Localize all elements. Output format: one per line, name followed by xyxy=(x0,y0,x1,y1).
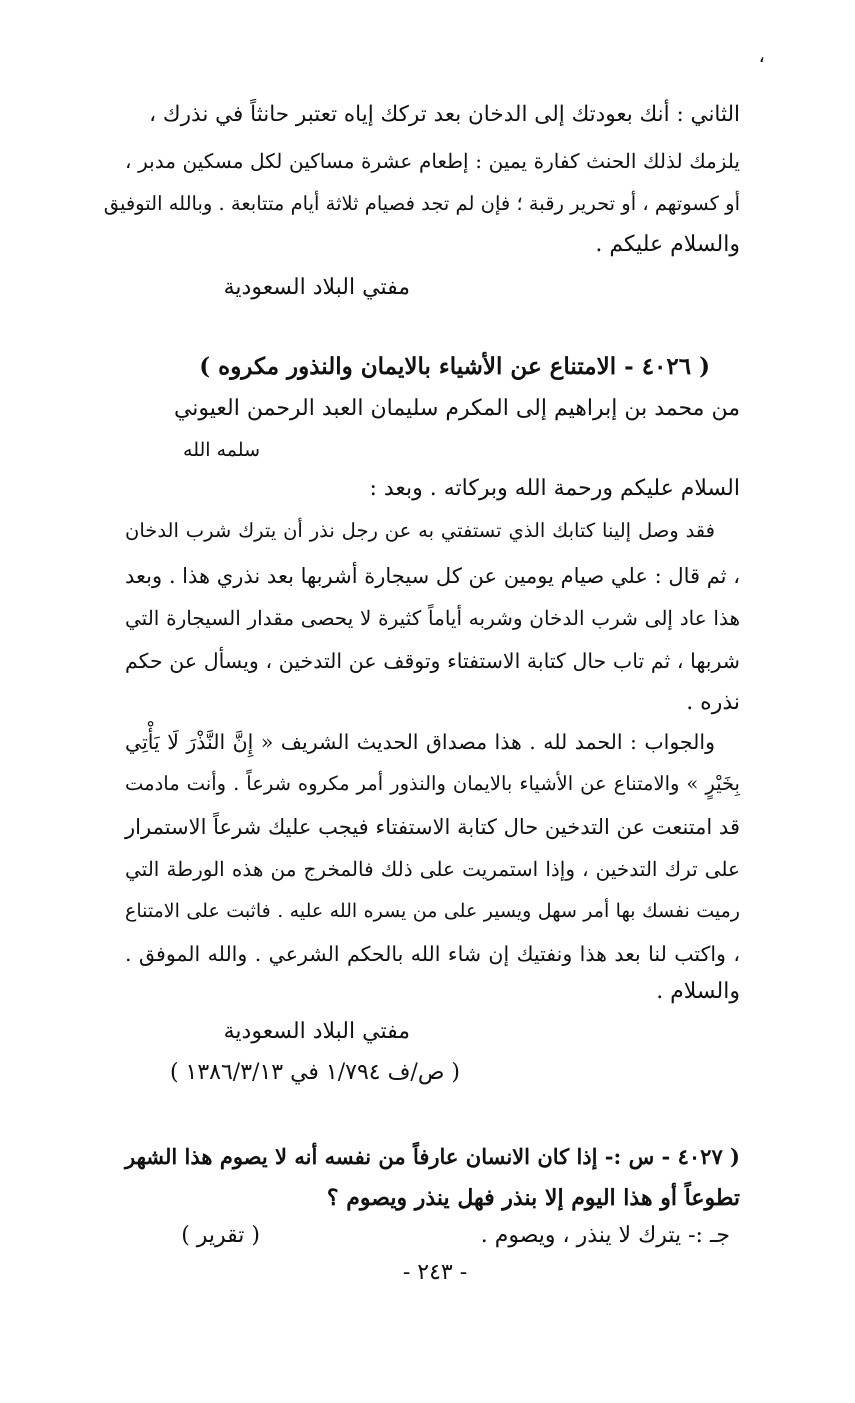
signature: مفتي البلاد السعودية xyxy=(223,275,410,300)
body-line: الثاني : أنك بعودتك إلى الدخان بعد تركك إياه تعتبر حانثاً في نذرك ، xyxy=(149,102,740,127)
body-line: يلزمك لذلك الحنث كفارة يمين : إطعام عشرة مساكين لكل مسكين مدبر ، xyxy=(125,149,740,173)
body-line: والسلام عليكم . xyxy=(595,232,740,257)
body-line: أو كسوتهم ، أو تحرير رقبة ؛ فإن لم تجد فصيام ثلاثة أيام متتابعة . وبالله التوفيق xyxy=(103,192,740,215)
body-line: على ترك التدخين ، وإذا استمريت على ذلك فالمخرج من هذه الورطة التي xyxy=(125,857,740,881)
greeting: السلام عليكم ورحمة الله وبركاته . وبعد : xyxy=(369,476,740,501)
body-line: والجواب : الحمد لله . هذا مصداق الحديث الشريف « إِنَّ النَّذْرَ لَا يَأْتِي xyxy=(125,730,715,754)
question-line: تطوعاً أو هذا اليوم إلا بنذر فهل ينذر ويصوم ؟ xyxy=(326,1185,740,1211)
body-line: قد امتنعت عن التدخين حال كتابة الاستفتاء فيجب عليك شرعاً الاستمرار xyxy=(125,815,740,839)
body-line: ، ثم قال : علي صيام يومين عن كل سيجارة أشربها بعد نذري هذا . وبعد xyxy=(125,564,740,588)
source-note: ( تقرير ) xyxy=(181,1223,260,1248)
from-line: من محمد بن إبراهيم إلى المكرم سليمان العبد الرحمن العيوني xyxy=(173,396,740,421)
body-line: نذره . xyxy=(686,690,740,715)
body-line: بِخَيْرٍ » والامتناع عن الأشياء بالايمان والنذور أمر مكروه شرعاً . وأنت مادمت xyxy=(125,772,740,795)
body-line: شربها ، ثم تاب حال كتابة الاستفتاء وتوقف عن التدخين ، ويسأل عن حكم xyxy=(125,649,740,673)
body-line: والسلام . xyxy=(656,979,740,1004)
body-line: رميت نفسك بها أمر سهل ويسير على من يسره الله عليه . فاثبت على الامتناع xyxy=(125,900,740,922)
signature: مفتي البلاد السعودية xyxy=(223,1019,410,1044)
corner-mark: ، xyxy=(758,43,765,67)
page-number: - ٢٤٣ - xyxy=(402,1260,468,1285)
body-line: هذا عاد إلى شرب الدخان وشربه أياماً كثيرة لا يحصى مقدار السيجارة التي xyxy=(125,606,740,630)
blessing: سلمه الله xyxy=(183,439,260,461)
answer-line: جـ :- يترك لا ينذر ، ويصوم . xyxy=(480,1223,730,1248)
section-heading: ( ٤٠٢٦ - الامتناع عن الأشياء بالايمان والنذور مكروه ) xyxy=(199,353,710,380)
body-line: ، واكتب لنا بعد هذا ونفتيك إن شاء الله بالحكم الشرعي . والله الموفق . xyxy=(125,942,740,966)
question-line: ( ٤٠٢٧ - س :- إذا كان الانسان عارفاً من نفسه أنه لا يصوم هذا الشهر xyxy=(125,1144,740,1169)
reference: ( ص/ف ١/٧٩٤ في ١٣٨٦/٣/١٣ ) xyxy=(169,1060,460,1085)
body-line: فقد وصل إلينا كتابك الذي تستفتي به عن رجل نذر أن يترك شرب الدخان xyxy=(125,519,715,542)
